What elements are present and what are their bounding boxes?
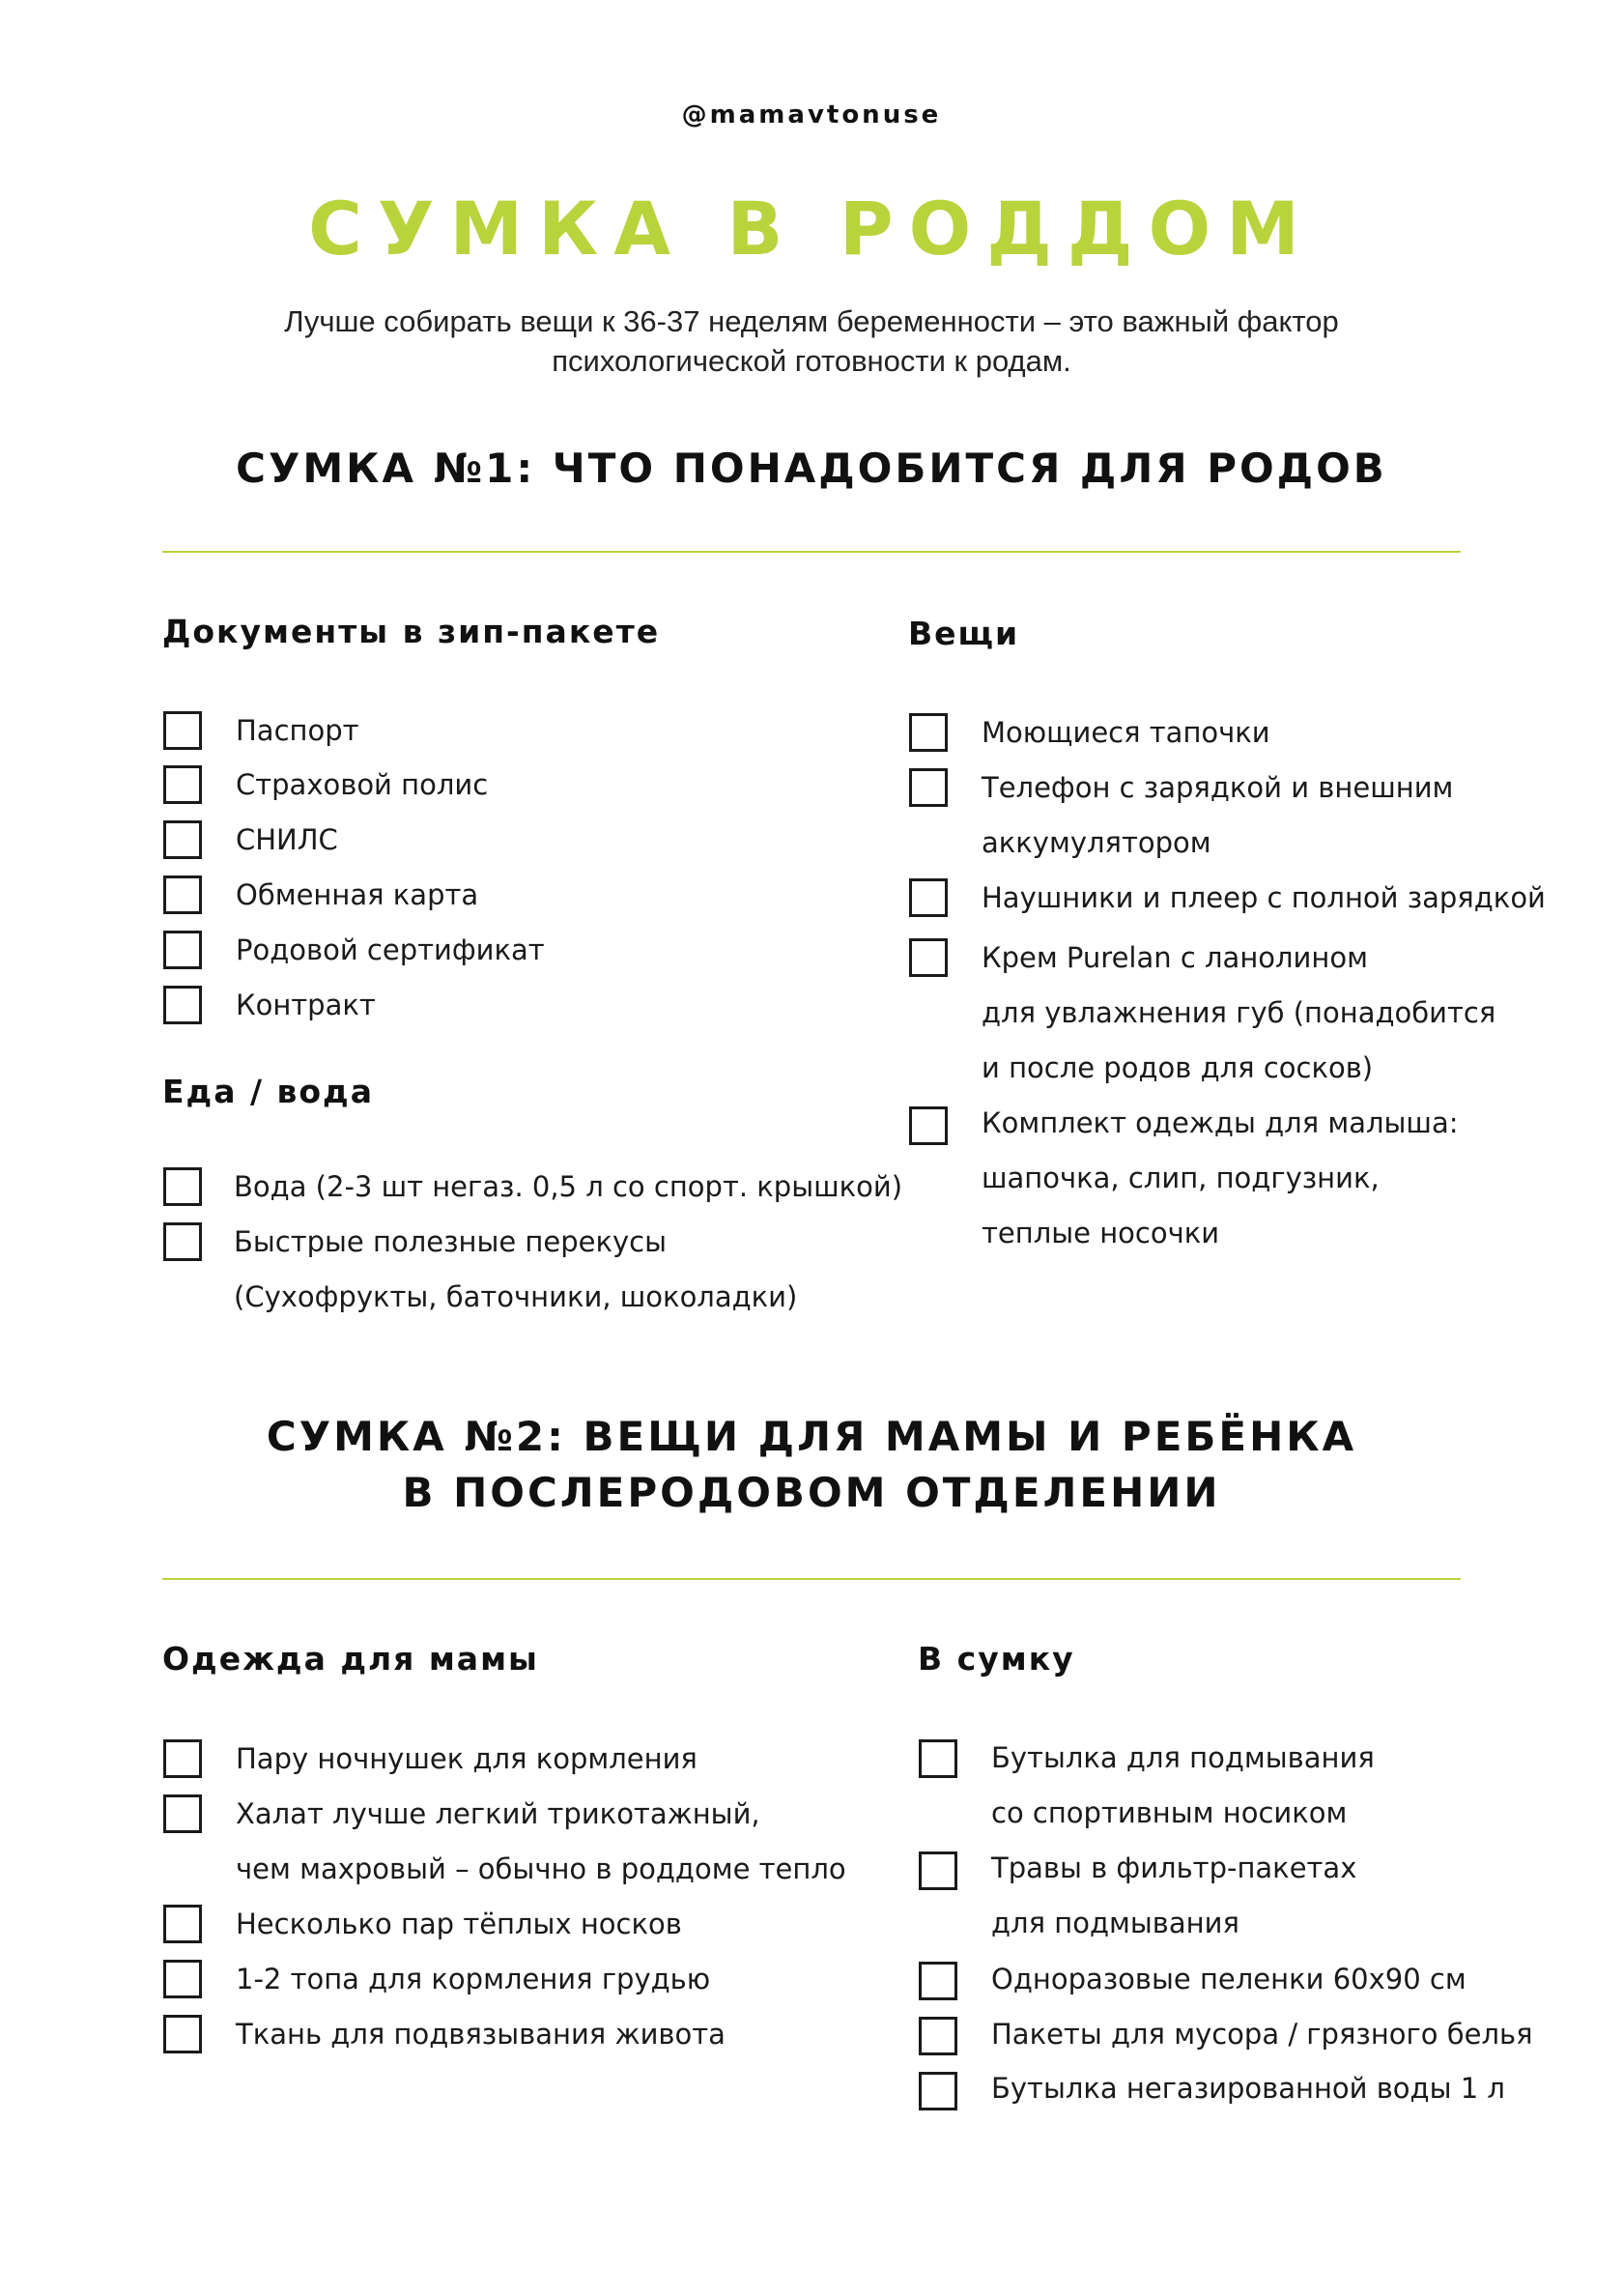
page-subtitle [0,301,1623,381]
documents-item: Паспорт [236,714,359,747]
things-item: Крем Purelan с ланолином [982,941,1368,974]
checkbox[interactable] [163,1222,202,1261]
things-item: Наушники и плеер с полной зарядкой [982,881,1546,914]
subtitle-line: психологической готовности к родам. [552,344,1071,378]
checkbox[interactable] [163,875,202,914]
documents-item: СНИЛС [236,823,338,856]
documents-item: Обменная карта [236,878,479,911]
subtitle-line: Лучше собирать вещи к 36-37 неделям беременности – это важный фактор [284,304,1339,338]
things-item: Моющиеся тапочки [982,716,1270,749]
things-item: Телефон с зарядкой и внешним [982,771,1454,804]
checkbox[interactable] [163,711,202,750]
things-item-line: и после родов для сосков) [982,1051,1374,1084]
checkbox[interactable] [919,2072,957,2110]
checkbox[interactable] [919,1739,957,1778]
mom-clothes-item: Пару ночнушек для кормления [236,1742,698,1775]
bag1-divider [162,551,1461,553]
checkbox[interactable] [163,986,202,1024]
checkbox[interactable] [909,938,948,977]
things-item-line: шапочка, слип, подгузник, [982,1162,1380,1194]
bag2-title-line: СУМКА №2: ВЕЩИ ДЛЯ МАМЫ И РЕБЁНКА [266,1413,1357,1460]
food-item-line: (Сухофрукты, баточники, шоколадки) [234,1280,798,1313]
checkbox[interactable] [909,713,948,752]
bag2-divider [162,1578,1461,1580]
brand-handle: @mamavtonuse [681,100,942,129]
food-heading: Еда / вода [162,1073,374,1110]
mom-clothes-item: Несколько пар тёплых носков [236,1908,682,1940]
in-bag-item: Бутылка негазированной воды 1 л [991,2072,1505,2105]
documents-heading: Документы в зип-пакете [162,613,661,650]
checkbox[interactable] [909,768,948,807]
bag2-title-line: В ПОСЛЕРОДОВОМ ОТДЕЛЕНИИ [402,1469,1221,1516]
mom-clothes-item: 1-2 топа для кормления грудью [236,1963,711,1995]
in-bag-item: Пакеты для мусора / грязного белья [991,2018,1533,2051]
checkbox[interactable] [919,2017,957,2055]
checkbox[interactable] [163,931,202,969]
mom-clothes-heading: Одежда для мамы [162,1640,539,1678]
in-bag-item: Бутылка для подмывания [991,1741,1375,1774]
checkbox[interactable] [163,1960,202,1998]
mom-clothes-item-line: чем махровый – обычно в роддоме тепло [236,1852,846,1885]
mom-clothes-item: Ткань для подвязывания живота [236,2018,726,2051]
documents-item: Контракт [236,989,376,1021]
checkbox[interactable] [163,1905,202,1943]
documents-item: Страховой полис [236,768,489,801]
checkbox[interactable] [163,820,202,859]
things-heading: Вещи [908,615,1020,652]
mom-clothes-item: Халат лучше легкий трикотажный, [236,1797,760,1830]
in-bag-item: Травы в фильтр-пакетах [991,1851,1357,1884]
checkbox[interactable] [909,878,948,917]
bag2-title [0,1409,1623,1521]
checkbox[interactable] [163,1739,202,1778]
checkbox[interactable] [919,1962,957,2000]
food-item: Вода (2-3 шт негаз. 0,5 л со спорт. крышкой) [234,1170,903,1203]
checkbox[interactable] [163,1794,202,1833]
in-bag-item: Одноразовые пеленки 60х90 см [991,1963,1466,1995]
documents-item: Родовой сертификат [236,933,545,966]
things-item-line: аккумулятором [982,826,1211,859]
things-item: Комплект одежды для малыша: [982,1106,1459,1139]
in-bag-item-line: со спортивным носиком [991,1796,1348,1829]
checkbox[interactable] [163,765,202,804]
things-item-line: теплые носочки [982,1217,1220,1249]
in-bag-heading: В сумку [918,1640,1075,1678]
food-item: Быстрые полезные перекусы [234,1225,667,1258]
checkbox[interactable] [163,1167,202,1206]
page-title: СУМКА В РОДДОМ [308,186,1315,272]
things-item-line: для увлажнения губ (понадобится [982,996,1496,1029]
in-bag-item-line: для подмывания [991,1907,1239,1939]
checkbox[interactable] [909,1106,948,1145]
checkbox[interactable] [919,1851,957,1890]
bag1-title: СУМКА №1: ЧТО ПОНАДОБИТСЯ ДЛЯ РОДОВ [236,445,1387,492]
checkbox[interactable] [163,2015,202,2053]
